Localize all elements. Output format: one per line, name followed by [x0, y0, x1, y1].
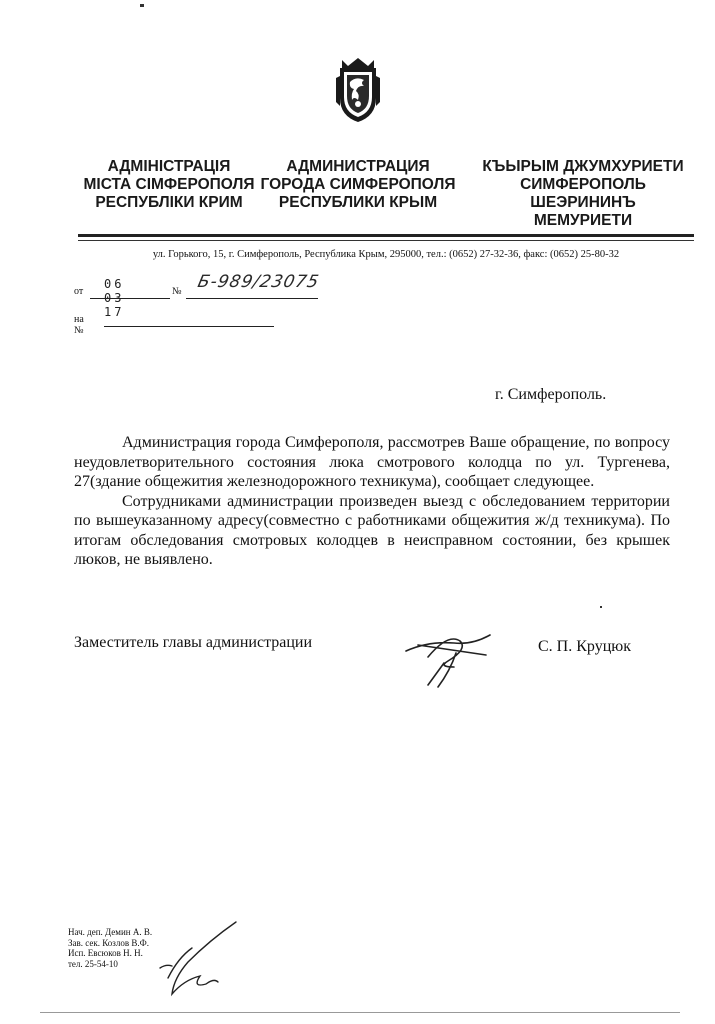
header-crimean-tatar-line: СИМФЕРОПОЛЬ — [520, 176, 646, 193]
reply-underline — [104, 312, 274, 327]
header-ukrainian — [69, 158, 269, 212]
crest-emblem — [334, 58, 382, 124]
header-crimean-tatar-line: КЪЫРЫМ ДЖУМХУРИЕТИ — [482, 158, 684, 175]
header-rule-thin — [78, 240, 694, 241]
header-ukrainian-line: РЕСПУБЛІКИ КРИМ — [95, 194, 243, 211]
header-russian-line: АДМИНИСТРАЦИЯ — [286, 158, 430, 175]
letter-body — [74, 433, 670, 570]
executor-signature — [148, 918, 238, 1000]
header-russian — [258, 158, 458, 212]
header-rule-thick — [78, 234, 694, 237]
scan-speck — [600, 606, 602, 608]
executor-line: тел. 25-54-10 — [68, 958, 118, 969]
city-line: г. Симферополь. — [495, 386, 607, 403]
header-russian-line: ГОРОДА СИМФЕРОПОЛЯ — [260, 176, 456, 193]
executor-line: Зав. сек. Козлов В.Ф. — [68, 937, 149, 948]
header-crimean-tatar-line: МЕМУРИЕТИ — [533, 212, 633, 229]
body-paragraph: Администрация города Симферополя, рассмотрев Ваше обращение, по вопросу неудовлетворительного состояния люка смотрового колодца по ул. Тургенева, 27(здание общежития железнодорожного техникума), сообщает следующее. — [74, 434, 670, 490]
from-label: от — [74, 286, 84, 297]
handwritten-signature — [398, 627, 506, 689]
reply-label: на № — [74, 314, 84, 336]
signatory-title: Заместитель главы администрации — [74, 634, 313, 651]
scan-edge-line — [40, 1012, 680, 1013]
executors-block — [68, 927, 152, 969]
body-paragraph: Сотрудниками администрации произведен выезд с обследованием территории по вышеуказанному адресу(совместно с работниками общежития ж/д техникума). По итогам обследования смотровых колодцев в неисправном состоянии, без крышек люков, не выявлено. — [74, 492, 670, 568]
executor-line: Исп. Евсюков Н. Н. — [68, 948, 143, 958]
address-line: ул. Горького, 15, г. Симферополь, Республика Крым, 295000, тел.: (0652) 27-32-36, факс: (0652) 25-80-32 — [152, 249, 620, 260]
date-stamp: 06 03 17 — [104, 277, 125, 319]
header-russian-line: РЕСПУБЛИКИ КРЫМ — [278, 194, 438, 211]
header-crimean-tatar-line: ШЕЭРИНИНЪ — [530, 194, 636, 211]
header-ukrainian-line: АДМІНІСТРАЦІЯ — [107, 158, 231, 175]
scan-speck — [140, 4, 144, 7]
number-label: № — [172, 286, 182, 297]
signatory-name: С. П. Круцюк — [538, 638, 631, 655]
header-crimean-tatar — [478, 158, 688, 230]
executor-line: Нач. деп. Демин А. В. — [68, 927, 153, 937]
header-ukrainian-line: МІСТА СІМФЕРОПОЛЯ — [83, 176, 255, 193]
handwritten-number: Б-989/23075 — [195, 272, 322, 292]
date-underline — [90, 284, 170, 299]
